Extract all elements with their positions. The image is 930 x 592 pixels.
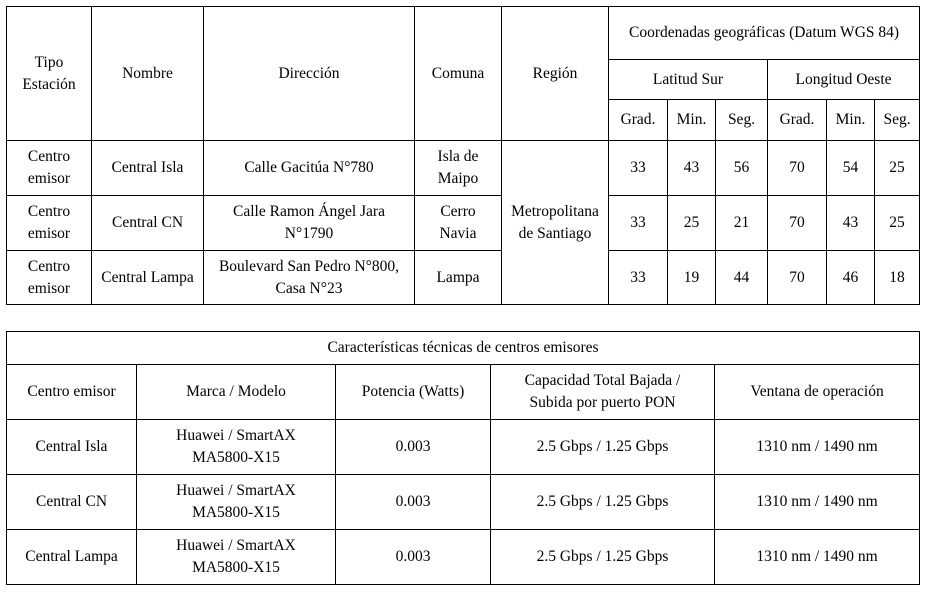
cell-tipo: Centro emisor <box>7 141 92 196</box>
cell-ventana: 1310 nm / 1490 nm <box>715 475 920 530</box>
cell-comuna: Cerro Navia <box>415 196 502 251</box>
cell-lat-seg: 21 <box>716 196 768 251</box>
cell-potencia: 0.003 <box>336 420 491 475</box>
table-row <box>7 196 920 251</box>
cell-capacidad: 2.5 Gbps / 1.25 Gbps <box>491 420 715 475</box>
header-capacidad: Capacidad Total Bajada / Subida por puerto PON <box>491 365 715 420</box>
header-lat: Latitud Sur <box>609 60 768 100</box>
table-row <box>7 475 920 530</box>
table-row <box>7 141 920 196</box>
cell-lon-grad: 70 <box>768 196 827 251</box>
cell-lat-min: 25 <box>668 196 716 251</box>
cell-potencia: 0.003 <box>336 530 491 585</box>
cell-marca: Huawei / SmartAX MA5800-X15 <box>137 475 336 530</box>
header-direccion: Dirección <box>204 7 415 141</box>
header-lat-seg: Seg. <box>716 100 768 141</box>
header-centro: Centro emisor <box>7 365 137 420</box>
cell-centro: Central CN <box>7 475 137 530</box>
cell-lat-min: 43 <box>668 141 716 196</box>
table-row <box>7 251 920 305</box>
cell-lat-grad: 33 <box>609 141 668 196</box>
cell-marca: Huawei / SmartAX MA5800-X15 <box>137 530 336 585</box>
header-nombre: Nombre <box>92 7 204 141</box>
cell-nombre: Central Lampa <box>92 251 204 305</box>
cell-comuna: Isla de Maipo <box>415 141 502 196</box>
cell-centro: Central Isla <box>7 420 137 475</box>
header-lon-min: Min. <box>827 100 875 141</box>
cell-nombre: Central Isla <box>92 141 204 196</box>
cell-ventana: 1310 nm / 1490 nm <box>715 420 920 475</box>
header-tipo: Tipo Estación <box>7 7 92 141</box>
table-row <box>7 530 920 585</box>
cell-lat-grad: 33 <box>609 251 668 305</box>
cell-ventana: 1310 nm / 1490 nm <box>715 530 920 585</box>
stations-table <box>6 6 920 305</box>
cell-capacidad: 2.5 Gbps / 1.25 Gbps <box>491 475 715 530</box>
cell-potencia: 0.003 <box>336 475 491 530</box>
cell-lon-min: 54 <box>827 141 875 196</box>
cell-nombre: Central CN <box>92 196 204 251</box>
header-lon: Longitud Oeste <box>768 60 920 100</box>
table-row <box>7 420 920 475</box>
cell-direccion: Calle Ramon Ángel Jara N°1790 <box>204 196 415 251</box>
header-ventana: Ventana de operación <box>715 365 920 420</box>
header-lon-grad: Grad. <box>768 100 827 141</box>
header-comuna: Comuna <box>415 7 502 141</box>
header-coords: Coordenadas geográficas (Datum WGS 84) <box>609 7 920 60</box>
cell-direccion: Boulevard San Pedro N°800, Casa N°23 <box>204 251 415 305</box>
header-lat-min: Min. <box>668 100 716 141</box>
cell-lon-grad: 70 <box>768 251 827 305</box>
cell-lon-min: 46 <box>827 251 875 305</box>
cell-lon-seg: 25 <box>875 141 920 196</box>
cell-lon-min: 43 <box>827 196 875 251</box>
header-lat-grad: Grad. <box>609 100 668 141</box>
cell-region: Metropolitana de Santiago <box>502 141 609 305</box>
header-lon-seg: Seg. <box>875 100 920 141</box>
header-region: Región <box>502 7 609 141</box>
cell-centro: Central Lampa <box>7 530 137 585</box>
cell-lat-seg: 44 <box>716 251 768 305</box>
cell-lon-seg: 25 <box>875 196 920 251</box>
cell-marca: Huawei / SmartAX MA5800-X15 <box>137 420 336 475</box>
header-potencia: Potencia (Watts) <box>336 365 491 420</box>
cell-tipo: Centro emisor <box>7 251 92 305</box>
specs-title: Características técnicas de centros emisores <box>7 332 920 365</box>
cell-comuna: Lampa <box>415 251 502 305</box>
cell-tipo: Centro emisor <box>7 196 92 251</box>
cell-lon-grad: 70 <box>768 141 827 196</box>
cell-direccion: Calle Gacitúa N°780 <box>204 141 415 196</box>
cell-lat-seg: 56 <box>716 141 768 196</box>
cell-capacidad: 2.5 Gbps / 1.25 Gbps <box>491 530 715 585</box>
cell-lon-seg: 18 <box>875 251 920 305</box>
cell-lat-grad: 33 <box>609 196 668 251</box>
specs-table <box>6 331 920 585</box>
cell-lat-min: 19 <box>668 251 716 305</box>
header-marca: Marca / Modelo <box>137 365 336 420</box>
